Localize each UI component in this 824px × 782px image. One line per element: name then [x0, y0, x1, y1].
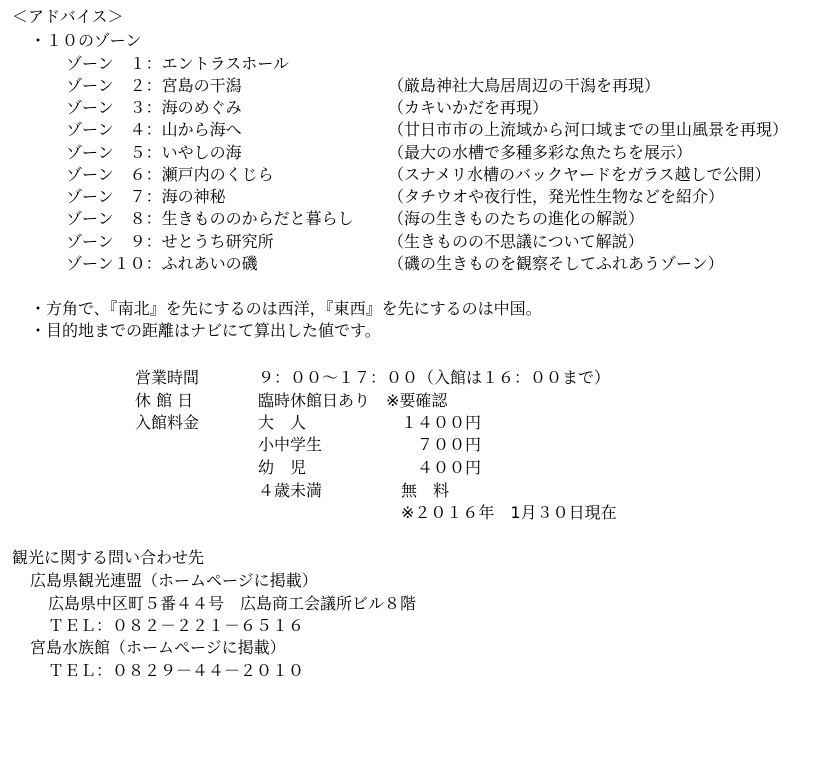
zone-name: ゾーン ６：瀬戸内のくじら	[66, 165, 274, 184]
contact-tel: ＴＥＬ：０８２９－４４－２０１０	[48, 661, 305, 680]
zone-row	[66, 208, 806, 230]
schedule-value: ４歳未満	[258, 481, 323, 500]
contact-org: 宮島水族館（ホームページに掲載）	[30, 638, 286, 657]
zone-name: ゾーン１０：ふれあいの磯	[66, 254, 258, 273]
schedule-value: 幼 児	[258, 458, 307, 477]
zone-desc: （廿日市市の上流域から河口域までの里山風景を再現）	[388, 120, 789, 139]
schedule-value: 大 人	[258, 413, 307, 432]
zone-desc: （厳島神社大鳥居周辺の干潟を再現）	[388, 76, 661, 95]
contact-tel: ＴＥＬ：０８２－２２１－６５１６	[48, 616, 305, 635]
schedule-label: 入館料金	[135, 413, 200, 432]
schedule-row	[135, 480, 735, 502]
zone-desc: （海の生きものたちの進化の解説）	[388, 209, 645, 228]
zone-desc: （磯の生きものを観察そしてふれあうゾーン）	[388, 254, 724, 273]
zone-name: ゾーン ８：生きもののからだと暮らし	[66, 209, 354, 228]
zone-desc: （最大の水槽で多種多彩な魚たちを展示）	[388, 143, 693, 162]
schedule-row	[135, 502, 735, 524]
zone-row	[66, 119, 806, 141]
schedule-value: ９：００～１７：００（入館は１６：００まで）	[258, 368, 611, 387]
schedule-price: 無 料	[385, 481, 450, 500]
schedule-value: 小中学生	[258, 435, 323, 454]
schedule-row	[135, 457, 735, 479]
zone-name: ゾーン ２：宮島の干潟	[66, 76, 242, 95]
zone-name: ゾーン ４：山から海へ	[66, 120, 242, 139]
zone-row	[66, 97, 806, 119]
schedule-row	[135, 367, 735, 389]
advice-heading: ＜アドバイス＞	[12, 7, 124, 26]
zone-row	[66, 253, 806, 275]
schedule-price: １４００円	[385, 413, 482, 432]
zone-name: ゾーン ９：せとうち研究所	[66, 232, 274, 251]
zone-name: ゾーン ３：海のめぐみ	[66, 98, 242, 117]
zone-desc: （タチウオや夜行性，発光性生物などを紹介）	[388, 187, 725, 206]
zone-row	[66, 164, 806, 186]
zone-row	[66, 75, 806, 97]
zone-name: ゾーン ５：いやしの海	[66, 143, 242, 162]
schedule-label: 休 館 日	[135, 391, 194, 410]
contact-heading: 観光に関する問い合わせ先	[12, 548, 205, 567]
zone-name: ゾーン １：エントラスホール	[66, 54, 289, 73]
note-distance: ・目的地までの距離はナビにて算出した値です。	[30, 321, 381, 340]
schedule-price: ※２０１６年 1月３０日現在	[385, 503, 617, 522]
schedule-row	[135, 412, 735, 434]
contact-org: 広島県観光連盟（ホームページに掲載）	[30, 571, 318, 590]
zones-heading: ・１０のゾーン	[30, 31, 142, 50]
zone-row	[66, 186, 806, 208]
zone-row	[66, 231, 806, 253]
schedule-row	[135, 434, 735, 456]
zone-desc: （カキいかだを再現）	[388, 98, 549, 117]
zone-row	[66, 142, 806, 164]
schedule-value: 臨時休館日あり ※要確認	[258, 391, 448, 410]
note-direction: ・方角で、『南北』を先にするのは西洋，『東西』を先にするのは中国。	[30, 299, 542, 318]
zone-name: ゾーン ７：海の神秘	[66, 187, 226, 206]
schedule-price: ４００円	[385, 458, 482, 477]
schedule-price: ７００円	[385, 435, 482, 454]
zone-row	[66, 53, 806, 75]
zone-desc: （生きものの不思議について解説）	[388, 232, 644, 251]
schedule-row	[135, 390, 735, 412]
contact-address: 広島県中区町５番４４号 広島商工会議所ビル８階	[48, 594, 417, 613]
zone-desc: （スナメリ水槽のバックヤードをガラス越しで公開）	[388, 165, 771, 184]
schedule-label: 営業時間	[135, 368, 200, 387]
